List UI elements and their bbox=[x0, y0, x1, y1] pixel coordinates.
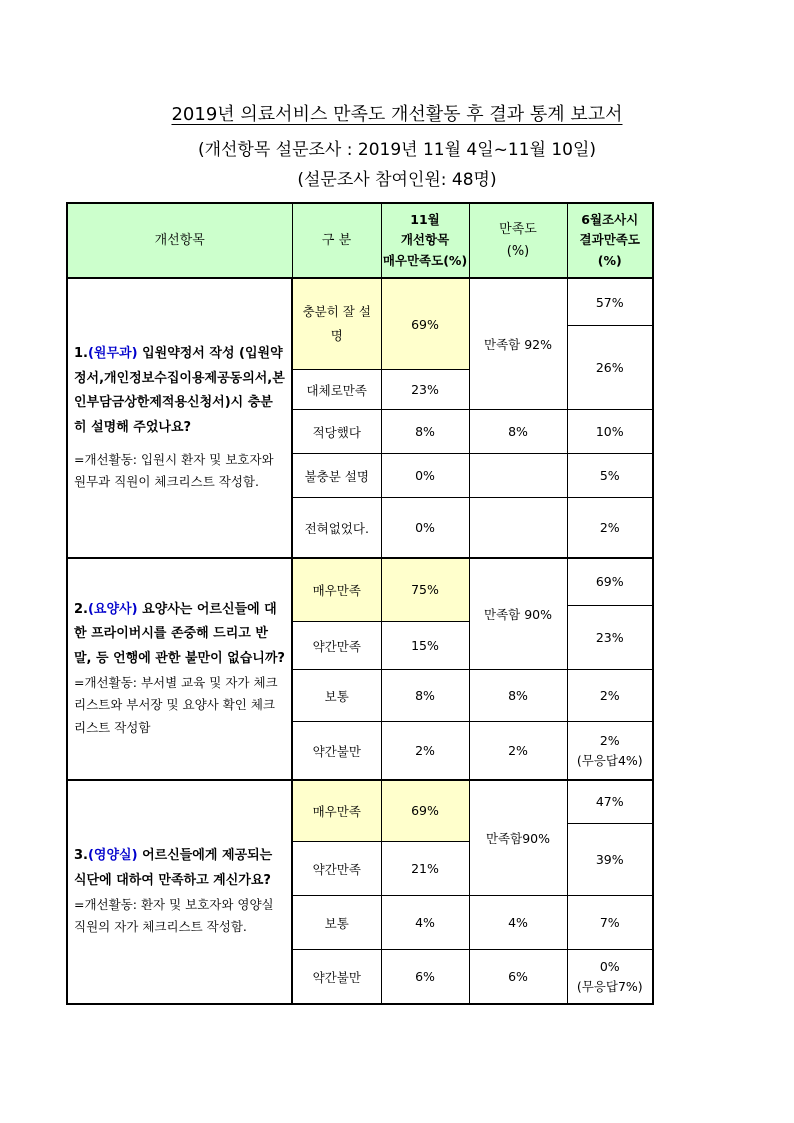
nov-cell: 8% bbox=[381, 670, 469, 722]
category-cell: 적당했다 bbox=[292, 410, 381, 454]
category-cell: 불충분 설명 bbox=[292, 454, 381, 498]
june-cell: 5% bbox=[567, 454, 653, 498]
satisfaction-cell: 6% bbox=[469, 950, 567, 1004]
june-cell: 0% (무응답7%) bbox=[567, 950, 653, 1004]
june-cell: 69% bbox=[567, 558, 653, 606]
question-cell-2 bbox=[67, 558, 292, 780]
nov-cell: 75% bbox=[381, 558, 469, 622]
category-cell: 충분히 잘 설명 bbox=[292, 278, 381, 370]
satisfaction-cell: 4% bbox=[469, 896, 567, 950]
category-cell: 보통 bbox=[292, 670, 381, 722]
june-cell: 57% bbox=[567, 278, 653, 326]
header-satisfaction: 만족도 (%) bbox=[469, 203, 567, 278]
nov-cell: 21% bbox=[381, 842, 469, 896]
nov-cell: 4% bbox=[381, 896, 469, 950]
satisfaction-cell: 2% bbox=[469, 722, 567, 780]
table-header-row bbox=[67, 203, 653, 278]
category-cell: 약간불만 bbox=[292, 722, 381, 780]
nov-cell: 0% bbox=[381, 498, 469, 558]
header-june: 6월조사시 결과만족도 (%) bbox=[567, 203, 653, 278]
category-cell: 약간불만 bbox=[292, 950, 381, 1004]
category-cell: 매우만족 bbox=[292, 558, 381, 622]
question-cell-3 bbox=[67, 780, 292, 1004]
question-text: 3.(영양실) 어르신들에게 제공되는 식단에 대하여 만족하고 계신가요? bbox=[74, 848, 273, 888]
table-row bbox=[67, 558, 653, 606]
nov-cell: 6% bbox=[381, 950, 469, 1004]
nov-cell: 0% bbox=[381, 454, 469, 498]
report-title: 2019년 의료서비스 만족도 개선활동 후 결과 통계 보고서 bbox=[171, 104, 623, 125]
satisfaction-cell: 8% bbox=[469, 670, 567, 722]
june-cell: 47% bbox=[567, 780, 653, 824]
header-category: 구 분 bbox=[292, 203, 381, 278]
question-text: 1.(원무과) 입원약정서 작성 (입원약정서,개인정보수집이용제공동의서,본인부담금상한제적용신청서)시 충분히 설명해 주었나요? bbox=[74, 345, 285, 435]
june-cell: 23% bbox=[567, 606, 653, 670]
category-cell: 대체로만족 bbox=[292, 370, 381, 410]
june-cell: 2% (무응답4%) bbox=[567, 722, 653, 780]
category-cell: 약간만족 bbox=[292, 622, 381, 670]
category-cell: 약간만족 bbox=[292, 842, 381, 896]
nov-cell: 69% bbox=[381, 780, 469, 842]
nov-cell: 15% bbox=[381, 622, 469, 670]
june-cell: 7% bbox=[567, 896, 653, 950]
question-text: 2.(요양사) 요양사는 어르신들에 대한 프라이버시를 존중해 드리고 반말, 등 언행에 관한 불만이 없습니까? bbox=[74, 601, 285, 667]
table-row bbox=[67, 278, 653, 326]
header-nov: 11월 개선항목 매우만족도(%) bbox=[381, 203, 469, 278]
improvement-note: =개선활동: 환자 및 보호자와 영양실 직원의 자가 체크리스트 작성함. bbox=[74, 896, 274, 935]
table-row bbox=[67, 780, 653, 824]
nov-cell: 8% bbox=[381, 410, 469, 454]
june-cell: 10% bbox=[567, 410, 653, 454]
satisfaction-cell: 8% bbox=[469, 410, 567, 454]
nov-cell: 69% bbox=[381, 278, 469, 370]
satisfaction-cell bbox=[469, 454, 567, 498]
category-cell: 전혀없었다. bbox=[292, 498, 381, 558]
nov-cell: 2% bbox=[381, 722, 469, 780]
satisfaction-cell: 만족함90% bbox=[469, 780, 567, 896]
improvement-note: =개선활동: 입원시 환자 및 보호자와 원무과 직원이 체크리스트 작성함. bbox=[74, 451, 274, 490]
satisfaction-cell: 만족함 90% bbox=[469, 558, 567, 670]
results-table bbox=[66, 202, 654, 1005]
header-item: 개선항목 bbox=[67, 203, 292, 278]
satisfaction-cell bbox=[469, 498, 567, 558]
nov-cell: 23% bbox=[381, 370, 469, 410]
category-cell: 매우만족 bbox=[292, 780, 381, 842]
june-cell: 39% bbox=[567, 824, 653, 896]
survey-period: (개선항목 설문조사 : 2019년 11월 4일~11월 10일) bbox=[197, 140, 597, 160]
survey-participants: (설문조사 참여인원: 48명) bbox=[297, 170, 497, 190]
june-cell: 26% bbox=[567, 326, 653, 410]
category-cell: 보통 bbox=[292, 896, 381, 950]
question-cell-1 bbox=[67, 278, 292, 558]
improvement-note: =개선활동: 부서별 교육 및 자가 체크리스트와 부서장 및 요양사 확인 체크리스트 작성함 bbox=[74, 674, 278, 735]
satisfaction-cell: 만족함 92% bbox=[469, 278, 567, 410]
june-cell: 2% bbox=[567, 670, 653, 722]
june-cell: 2% bbox=[567, 498, 653, 558]
